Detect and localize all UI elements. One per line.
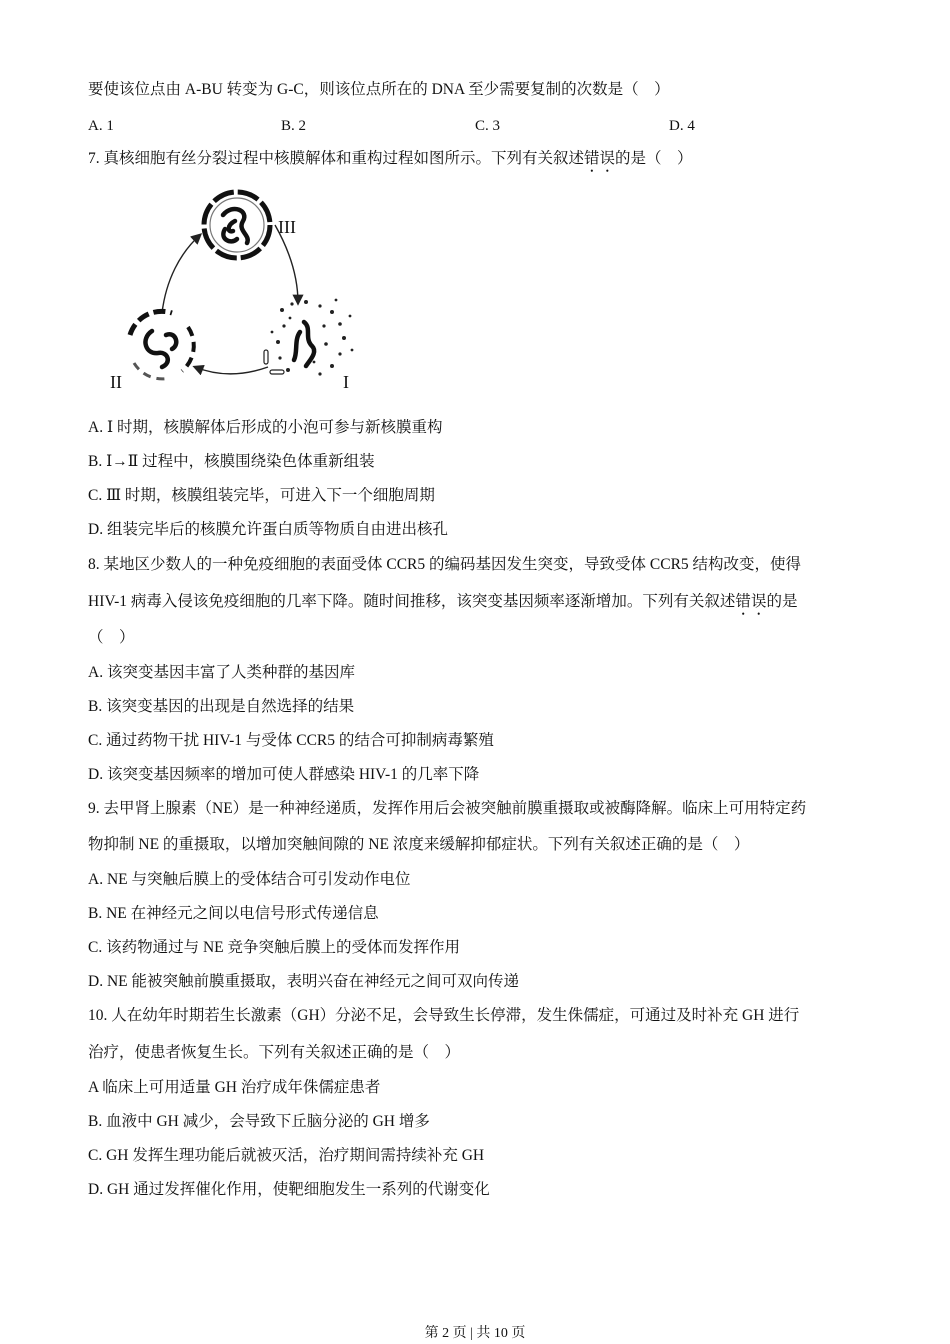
q10-stem-line1: 10. 人在幼年时期若生长激素（GH）分泌不足，会导致生长停滞，发生侏儒症，可通过及时补充 GH 进行 bbox=[88, 1007, 800, 1024]
emphasis-char: 误 bbox=[750, 593, 767, 610]
q9-option-a: A. NE 与突触后膜上的受体结合可引发动作电位 bbox=[88, 871, 411, 888]
q7-stem: 7. 真核细胞有丝分裂过程中核膜解体和重构过程如图所示。下列有关叙述错误的是（ ） bbox=[88, 150, 693, 167]
q10-option-b: B. 血液中 GH 减少，会导致下丘脑分泌的 GH 增多 bbox=[88, 1113, 430, 1130]
cell-ii bbox=[130, 311, 194, 379]
q8-option-d: D. 该突变基因频率的增加可使人群感染 HIV-1 的几率下降 bbox=[88, 766, 480, 783]
q10-option-c: C. GH 发挥生理功能后就被灭活，治疗期间需持续补充 GH bbox=[88, 1147, 485, 1164]
cell-iii bbox=[204, 192, 270, 258]
cell-i bbox=[264, 299, 353, 376]
label-ii: II bbox=[110, 372, 122, 392]
q8-option-c: C. 通过药物干扰 HIV-1 与受体 CCR5 的结合可抑制病毒繁殖 bbox=[88, 732, 494, 749]
q6-option-b: B. 2 bbox=[281, 118, 307, 134]
q10-stem-line2: 治疗，使患者恢复生长。下列有关叙述正确的是（ ） bbox=[88, 1044, 461, 1061]
label-i: I bbox=[343, 372, 349, 392]
q8-option-a: A. 该突变基因丰富了人类种群的基因库 bbox=[88, 664, 355, 681]
nuclear-envelope-cycle-figure bbox=[100, 185, 370, 400]
q7-option-d: D. 组装完毕后的核膜允许蛋白质等物质自由进出核孔 bbox=[88, 521, 448, 538]
q9-option-c: C. 该药物通过与 NE 竞争突触后膜上的受体而发挥作用 bbox=[88, 939, 461, 956]
label-iii: III bbox=[278, 217, 296, 237]
q9-option-b: B. NE 在神经元之间以电信号形式传递信息 bbox=[88, 905, 379, 922]
arrow-i-to-ii bbox=[195, 367, 268, 374]
emphasis-char: 错 bbox=[584, 150, 600, 167]
emphasis-char: 误 bbox=[599, 150, 616, 167]
q8-stem-line3: （ ） bbox=[88, 629, 135, 646]
page-footer: 第 2 页 | 共 10 页 bbox=[424, 1326, 526, 1341]
arrow-ii-to-iii bbox=[162, 235, 200, 313]
q10-option-a: A 临床上可用适量 GH 治疗成年侏儒症患者 bbox=[88, 1079, 381, 1096]
q6-option-a: A. 1 bbox=[88, 118, 114, 134]
q6-stem: 要使该位点由 A-BU 转变为 G-C，则该位点所在的 DNA 至少需要复制的次数是（ ） bbox=[88, 81, 670, 98]
q9-option-d: D. NE 能被突触前膜重摄取，表明兴奋在神经元之间可双向传递 bbox=[88, 973, 519, 990]
emphasis-char: 错 bbox=[735, 593, 751, 610]
q10-option-d: D. GH 通过发挥催化作用，使靶细胞发生一系列的代谢变化 bbox=[88, 1181, 490, 1198]
q6-option-d: D. 4 bbox=[669, 118, 695, 134]
q7-option-c: C. Ⅲ 时期，核膜组装完毕，可进入下一个细胞周期 bbox=[88, 487, 435, 504]
q8-option-b: B. 该突变基因的出现是自然选择的结果 bbox=[88, 698, 355, 715]
q7-option-a: A. Ⅰ 时期，核膜解体后形成的小泡可参与新核膜重构 bbox=[88, 419, 443, 436]
q8-stem-line1: 8. 某地区少数人的一种免疫细胞的表面受体 CCR5 的编码基因发生突变，导致受体 CCR5 结构改变，使得 bbox=[88, 556, 802, 573]
q7-option-b: B. Ⅰ→Ⅱ 过程中，核膜围绕染色体重新组装 bbox=[88, 453, 375, 470]
q9-stem-line1: 9. 去甲肾上腺素（NE）是一种神经递质，发挥作用后会被突触前膜重摄取或被酶降解。临床上可用特定药 bbox=[88, 800, 807, 817]
q8-stem-line2: HIV-1 病毒入侵该免疫细胞的几率下降。随时间推移，该突变基因频率逐渐增加。下列有关叙述错误的是 bbox=[88, 593, 798, 610]
q9-stem-line2: 物抑制 NE 的重摄取，以增加突触间隙的 NE 浓度来缓解抑郁症状。下列有关叙述正确的是（ ） bbox=[88, 836, 750, 853]
q6-option-c: C. 3 bbox=[475, 118, 501, 134]
